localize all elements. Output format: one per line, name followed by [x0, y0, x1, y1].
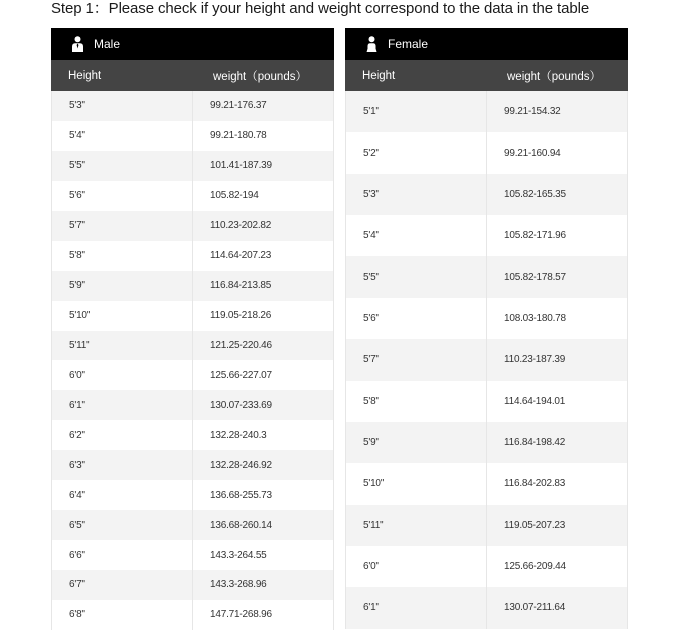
weight-cell: 125.66-209.44 [504, 561, 566, 573]
table-row [346, 422, 627, 463]
height-cell: 5'6'' [52, 181, 193, 211]
table-row [52, 91, 333, 121]
male-table-header [51, 28, 334, 60]
table-row [52, 121, 333, 151]
height-column-header: Height [68, 69, 102, 82]
height-cell: 5'1'' [346, 91, 487, 132]
height-cell: 6'5'' [52, 510, 193, 540]
height-cell: 5'9'' [52, 271, 193, 301]
weight-cell: 105.82-171.96 [504, 230, 566, 242]
height-cell: 6'8'' [52, 600, 193, 630]
weight-cell: 99.21-176.37 [210, 100, 267, 112]
female-rows [345, 91, 628, 629]
table-row [346, 381, 627, 422]
table-row [52, 450, 333, 480]
table-row [52, 211, 333, 241]
weight-cell: 105.82-165.35 [504, 188, 566, 200]
height-cell: 5'6'' [346, 298, 487, 339]
weight-column-header: weight（pounds） [507, 70, 601, 83]
height-cell: 5'2'' [346, 132, 487, 173]
height-cell: 6'4'' [52, 480, 193, 510]
male-column-headers [51, 60, 334, 91]
weight-cell: 132.28-240.3 [210, 429, 267, 441]
table-row [52, 540, 333, 570]
height-cell: 6'3'' [52, 450, 193, 480]
weight-cell: 119.05-218.26 [210, 310, 272, 322]
height-cell: 6'6'' [52, 540, 193, 570]
weight-cell: 116.84-213.85 [210, 280, 272, 292]
table-row [346, 256, 627, 297]
height-cell: 6'2'' [52, 420, 193, 450]
female-label: Female [388, 37, 429, 51]
height-cell: 6'0'' [52, 360, 193, 390]
table-row [52, 600, 333, 630]
weight-cell: 108.03-180.78 [504, 312, 566, 324]
height-cell: 6'1'' [52, 390, 193, 420]
table-row [346, 298, 627, 339]
table-row [52, 420, 333, 450]
weight-cell: 110.23-187.39 [504, 354, 566, 366]
height-cell: 5'3'' [346, 174, 487, 215]
table-row [52, 390, 333, 420]
male-size-table [51, 28, 334, 630]
weight-cell: 114.64-207.23 [210, 250, 272, 262]
table-row [346, 587, 627, 628]
table-row [346, 215, 627, 256]
weight-cell: 130.07-211.64 [504, 602, 566, 614]
table-row [52, 570, 333, 600]
table-row [52, 301, 333, 331]
table-row [52, 510, 333, 540]
weight-cell: 130.07-233.69 [210, 399, 272, 411]
table-row [346, 463, 627, 504]
weight-cell: 101.41-187.39 [210, 160, 272, 172]
weight-cell: 147.71-268.96 [210, 609, 272, 621]
weight-cell: 136.68-255.73 [210, 489, 272, 501]
height-cell: 5'8'' [52, 241, 193, 271]
height-cell: 5'7'' [346, 339, 487, 380]
height-cell: 5'8'' [346, 381, 487, 422]
weight-cell: 121.25-220.46 [210, 339, 272, 351]
height-cell: 5'5'' [52, 151, 193, 181]
weight-cell: 105.82-178.57 [504, 271, 566, 283]
height-cell: 5'3'' [52, 91, 193, 121]
height-column-header: Height [362, 69, 396, 82]
table-row [52, 360, 333, 390]
male-rows [51, 91, 334, 630]
height-cell: 6'1'' [346, 587, 487, 628]
weight-cell: 99.21-160.94 [504, 147, 561, 159]
height-cell: 6'0'' [346, 546, 487, 587]
table-row [346, 174, 627, 215]
weight-cell: 99.21-154.32 [504, 106, 561, 118]
female-table-header [345, 28, 628, 60]
height-cell: 5'11'' [346, 505, 487, 546]
female-column-headers [345, 60, 628, 91]
male-label: Male [94, 37, 121, 51]
height-cell: 5'10'' [52, 301, 193, 331]
height-cell: 5'9'' [346, 422, 487, 463]
height-cell: 5'5'' [346, 256, 487, 297]
table-row [346, 132, 627, 173]
weight-cell: 116.84-198.42 [504, 437, 566, 449]
height-cell: 5'4'' [52, 121, 193, 151]
table-row [52, 331, 333, 361]
female-person-icon [365, 36, 378, 52]
table-row [52, 241, 333, 271]
table-row [346, 339, 627, 380]
female-size-table [345, 28, 628, 629]
weight-cell: 105.82-194 [210, 190, 259, 202]
height-cell: 6'7'' [52, 570, 193, 600]
weight-cell: 143.3-268.96 [210, 579, 267, 591]
weight-cell: 125.66-227.07 [210, 369, 272, 381]
weight-cell: 136.68-260.14 [210, 519, 272, 531]
weight-cell: 114.64-194.01 [504, 395, 566, 407]
weight-cell: 143.3-264.55 [210, 549, 267, 561]
height-cell: 5'4'' [346, 215, 487, 256]
table-row [52, 151, 333, 181]
weight-cell: 119.05-207.23 [504, 519, 566, 531]
table-row [346, 505, 627, 546]
weight-cell: 110.23-202.82 [210, 220, 272, 232]
weight-cell: 116.84-202.83 [504, 478, 566, 490]
height-cell: 5'10'' [346, 463, 487, 504]
weight-cell: 99.21-180.78 [210, 130, 267, 142]
height-cell: 5'7'' [52, 211, 193, 241]
table-row [346, 91, 627, 132]
height-cell: 5'11'' [52, 331, 193, 361]
male-person-icon [71, 36, 84, 52]
weight-column-header: weight（pounds） [213, 70, 307, 83]
table-row [52, 480, 333, 510]
page-title: Step 1：Please check if your height and weight correspond to the data in the table [51, 0, 590, 17]
table-row [52, 271, 333, 301]
table-row [52, 181, 333, 211]
weight-cell: 132.28-246.92 [210, 459, 272, 471]
table-row [346, 546, 627, 587]
